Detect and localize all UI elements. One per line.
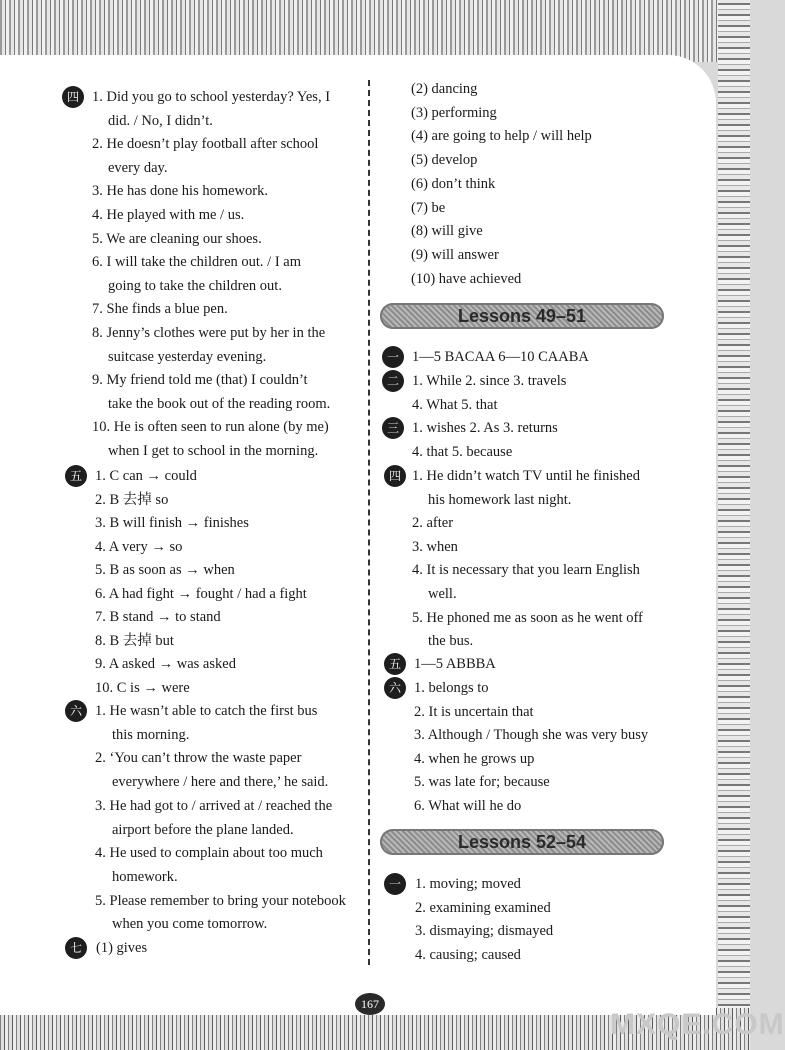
answer-line: 4. causing; caused <box>415 946 521 963</box>
answer-line: 4. A very → so <box>95 538 183 555</box>
answer-line-continuation: the bus. <box>428 633 474 650</box>
section-number-badge: 六 <box>65 700 87 722</box>
answer-line: 4. that 5. because <box>412 443 513 460</box>
section-number-badge: 三 <box>382 417 404 439</box>
answer-line: 8. B 去掉 but <box>95 632 174 649</box>
answer-line-continuation: when you come tomorrow. <box>112 916 268 933</box>
answer-line: 1. He didn’t watch TV until he finished <box>412 468 640 484</box>
answer-line: 1—5 BACAA 6—10 CAABA <box>412 349 589 365</box>
answer-line: 1. While 2. since 3. travels <box>412 373 567 389</box>
answer-line: 3. dismaying; dismayed <box>415 923 554 939</box>
answer-line: (5) develop <box>411 152 478 169</box>
answer-line: (9) will answer <box>411 246 499 263</box>
site-watermark: MXQE.COM <box>610 1008 785 1041</box>
lessons-banner-title: Lessons 49–51 <box>457 306 587 326</box>
answer-line: 1. wishes 2. As 3. returns <box>412 420 558 436</box>
answer-line: 2. after <box>412 515 454 532</box>
answer-line: 10. C is → were <box>95 679 190 696</box>
answer-line-continuation: every day. <box>108 159 168 176</box>
answer-line-continuation: going to take the children out. <box>108 277 282 294</box>
answer-line: 6. What will he do <box>414 797 522 814</box>
section-number-badge: 四 <box>62 86 84 108</box>
answer-line: 9. A asked → was asked <box>95 656 236 672</box>
answer-line: 7. She finds a blue pen. <box>92 301 228 318</box>
answer-line: 3. Although / Though she was very busy <box>414 727 649 743</box>
answer-line: (2) dancing <box>411 81 478 97</box>
answer-line: (8) will give <box>411 223 483 240</box>
answer-line: 2. B 去掉 so <box>95 491 169 508</box>
page-number: 167 <box>355 993 385 1015</box>
answer-line: 9. My friend told me (that) I couldn’t <box>92 372 308 389</box>
answer-line-continuation: did. / No, I didn’t. <box>108 112 213 129</box>
answer-line-continuation: suitcase yesterday evening. <box>108 348 267 365</box>
answer-line: 6. I will take the children out. / I am <box>92 254 301 271</box>
answer-line: 10. He is often seen to run alone (by me) <box>92 419 329 436</box>
answer-line-continuation: this morning. <box>112 726 190 743</box>
section-number-badge: 一 <box>384 873 406 895</box>
answer-line: 3. He had got to / arrived at / reached the <box>95 797 333 814</box>
answer-line: 4. He used to complain about too much <box>95 845 323 862</box>
answer-line: (7) be <box>411 199 446 216</box>
answer-line: 3. when <box>412 538 458 555</box>
section-number-badge: 六 <box>384 677 406 699</box>
answer-line: 7. B stand → to stand <box>95 609 221 625</box>
section-number-badge: 四 <box>384 465 406 487</box>
answer-line: 5. B as soon as → when <box>95 562 235 578</box>
answer-line: 8. Jenny’s clothes were put by her in the <box>92 325 326 341</box>
answer-line: 4. What 5. that <box>412 396 498 413</box>
answer-line: 3. B will finish → finishes <box>95 515 249 531</box>
section-number-badge: 五 <box>65 465 87 487</box>
answer-line: (6) don’t think <box>411 175 496 192</box>
answer-line: 4. when he grows up <box>414 750 535 767</box>
answer-line-continuation: when I get to school in the morning. <box>108 443 319 459</box>
answer-line: (4) are going to help / will help <box>411 128 592 145</box>
answer-line-continuation: airport before the plane landed. <box>112 821 294 838</box>
answer-line: 1. He wasn’t able to catch the first bus <box>95 703 318 719</box>
answer-line-continuation: his homework last night. <box>428 491 572 508</box>
scan-noise-top <box>0 0 750 62</box>
lessons-banner-49-51 <box>380 303 664 329</box>
answer-line: 1—5 ABBBA <box>414 656 496 672</box>
answer-line: 1. belongs to <box>414 680 489 696</box>
answer-line: (1) gives <box>96 940 148 956</box>
answer-line: 5. Please remember to bring your notebook <box>95 892 346 909</box>
answer-line: 5. We are cleaning our shoes. <box>92 230 262 247</box>
answer-line: 3. He has done his homework. <box>92 183 268 200</box>
answer-line-continuation: take the book out of the reading room. <box>108 395 331 412</box>
answer-line: (3) performing <box>411 104 497 121</box>
answer-line-continuation: well. <box>428 586 457 602</box>
section-number-badge: 五 <box>384 653 406 675</box>
scan-noise-right <box>718 0 750 1050</box>
lessons-banner-title: Lessons 52–54 <box>457 832 587 852</box>
answer-line: (10) have achieved <box>411 270 522 287</box>
answer-line: 1. moving; moved <box>415 876 521 892</box>
answer-line-continuation: everywhere / here and there,’ he said. <box>112 774 329 791</box>
answer-line: 5. was late for; because <box>414 774 550 790</box>
answer-line: 2. ‘You can’t throw the waste paper <box>95 750 302 767</box>
answer-line-continuation: homework. <box>112 868 178 885</box>
answer-line: 4. He played with me / us. <box>92 207 245 223</box>
answer-line: 6. A had fight → fought / had a fight <box>95 585 307 602</box>
answer-line: 5. He phoned me as soon as he went off <box>412 609 643 626</box>
section-number-badge: 一 <box>382 346 404 368</box>
answer-line: 2. It is uncertain that <box>414 703 534 720</box>
column-divider <box>368 80 370 965</box>
lessons-banner-52-54 <box>380 829 664 855</box>
answer-line: 1. C can → could <box>95 468 197 484</box>
answer-line: 2. He doesn’t play football after school <box>92 136 319 153</box>
answer-line: 2. examining examined <box>415 899 551 916</box>
section-number-badge: 二 <box>382 370 404 392</box>
answer-line: 4. It is necessary that you learn English <box>412 562 640 579</box>
answer-line: 1. Did you go to school yesterday? Yes, I <box>92 89 331 105</box>
section-number-badge: 七 <box>65 937 87 959</box>
